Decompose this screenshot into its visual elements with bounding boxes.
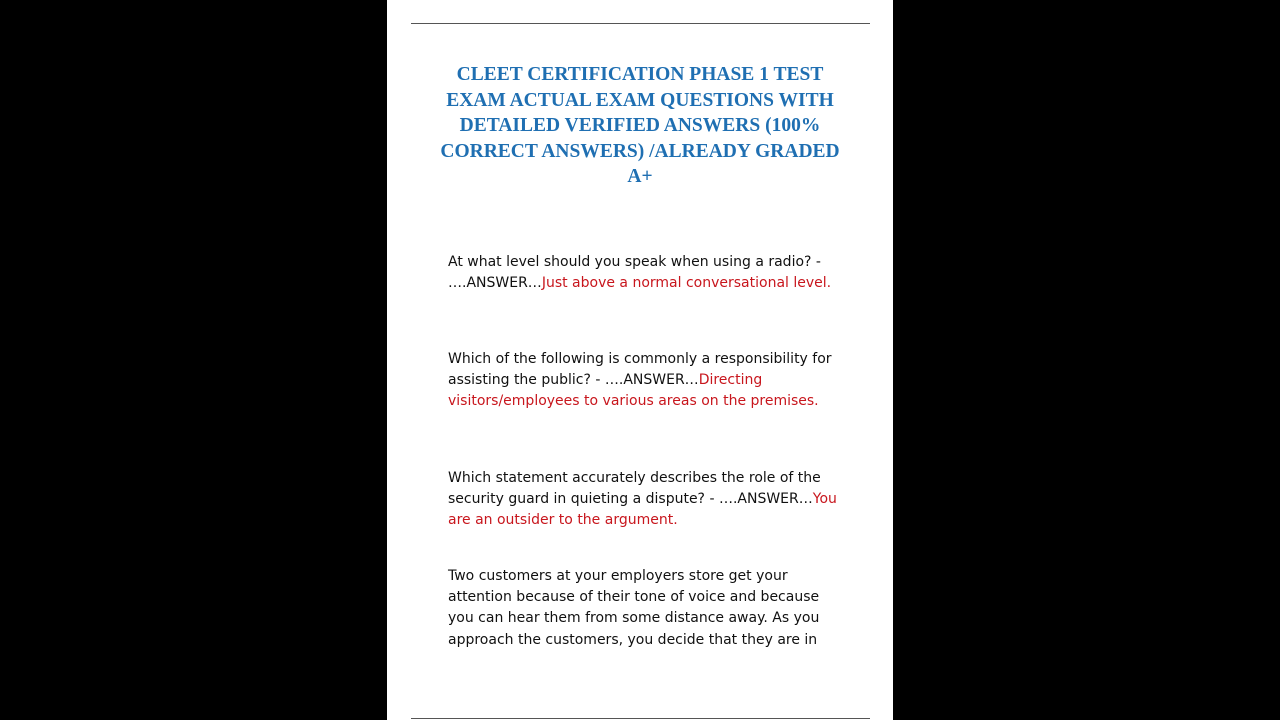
document-title: CLEET CERTIFICATION PHASE 1 TEST EXAM ACTUAL EXAM QUESTIONS WITH DETAILED VERIFIED ANSWERS (100% CORRECT ANSWERS) /ALREADY GRADED A+: [440, 64, 840, 188]
document-page: [387, 0, 893, 720]
qa-item-2: [448, 349, 838, 413]
question-text: At what level should you speak when using a radio? - ….ANSWER…: [448, 254, 821, 292]
answer-text: You are an outsider to the argument.: [448, 491, 837, 529]
answer-text: Just above a normal conversational level.: [541, 275, 832, 292]
qa-item-4: [448, 566, 838, 651]
question-text: Two customers at your employers store get your attention because of their tone of voice and because you can hear them from some distance away. As you approach the customers, you decide that they are in: [448, 568, 820, 648]
answer-text: Directing visitors/employees to various areas on the premises.: [448, 372, 819, 410]
qa-item-1: [448, 252, 838, 294]
page-footer-rule: [411, 718, 870, 719]
question-text: Which of the following is commonly a responsibility for assisting the public? - ….ANSWER…: [448, 351, 832, 389]
question-text: Which statement accurately describes the role of the security guard in quieting a dispute? - ….ANSWER…: [448, 470, 821, 508]
page-header-rule: [411, 23, 870, 24]
qa-item-3: [448, 468, 838, 532]
